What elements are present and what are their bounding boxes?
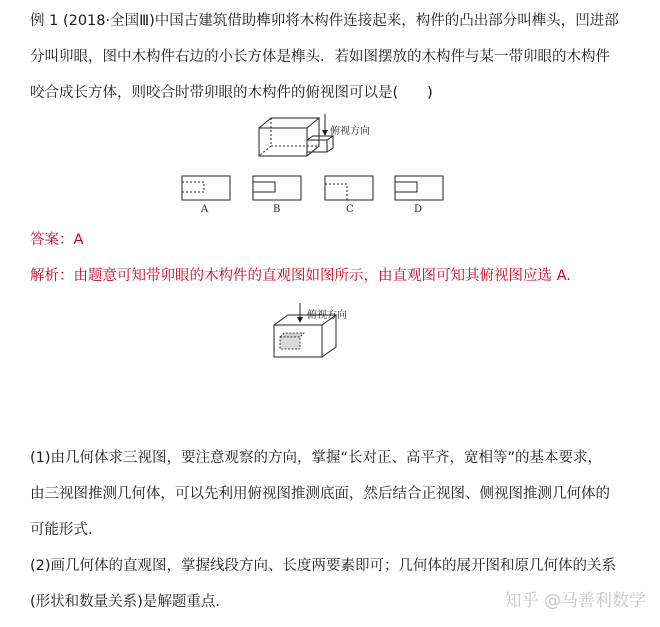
option-b-figure [253, 176, 301, 200]
option-figures [180, 174, 450, 204]
option-c-label: C [346, 204, 354, 215]
tenon-block-figure [255, 112, 375, 162]
block-top-face [259, 118, 319, 128]
mortise-cavity [280, 333, 304, 349]
question-line-1: 例 1 (2018·全国Ⅲ)中国古建筑借助榫卯将木构件连接起来，构件的凸出部分叫榫头，凹进部 [30, 13, 619, 29]
note-line-1: (1)由几何体求三视图，要注意观察的方向，掌握“长对正、高平齐，宽相等”的基本要求， [30, 450, 603, 466]
watermark: 知乎 @马善利数学 [504, 591, 646, 611]
view-direction-label: 俯视方向 [330, 126, 370, 137]
note-line-2: 由三视图推测几何体，可以先利用俯视图推测底面，然后结合正视图、侧视图推测几何体的 [30, 486, 610, 502]
note-line-5: (形状和数量关系)是解题重点． [30, 594, 230, 610]
analysis-text: 解析：由题意可知带卯眼的木构件的直观图如图所示，由直观图可知其俯视图应选 A. [30, 268, 571, 284]
question-line-3: 咬合成长方体，则咬合时带卯眼的木构件的俯视图可以是( ) [30, 85, 433, 101]
option-a-figure [182, 176, 230, 200]
option-d-label: D [414, 204, 423, 215]
option-d-figure [395, 176, 443, 200]
question-line-2: 分叫卯眼，图中木构件右边的小长方体是榫头．若如图摆放的木构件与某一带卯眼的木构件 [30, 49, 610, 65]
block-front-face [259, 128, 307, 156]
note-line-3: 可能形式． [30, 522, 103, 538]
option-a-label: A [201, 204, 209, 215]
note-line-4: (2)画几何体的直观图，掌握线段方向、长度两要素即可；几何体的展开图和原几何体的关系 [30, 558, 617, 574]
answer-text: 答案：A [30, 232, 84, 248]
block-right-face [307, 118, 319, 156]
option-b-label: B [273, 204, 281, 215]
view-direction-label-2: 俯视方向 [307, 310, 347, 321]
option-c-figure [325, 176, 373, 200]
